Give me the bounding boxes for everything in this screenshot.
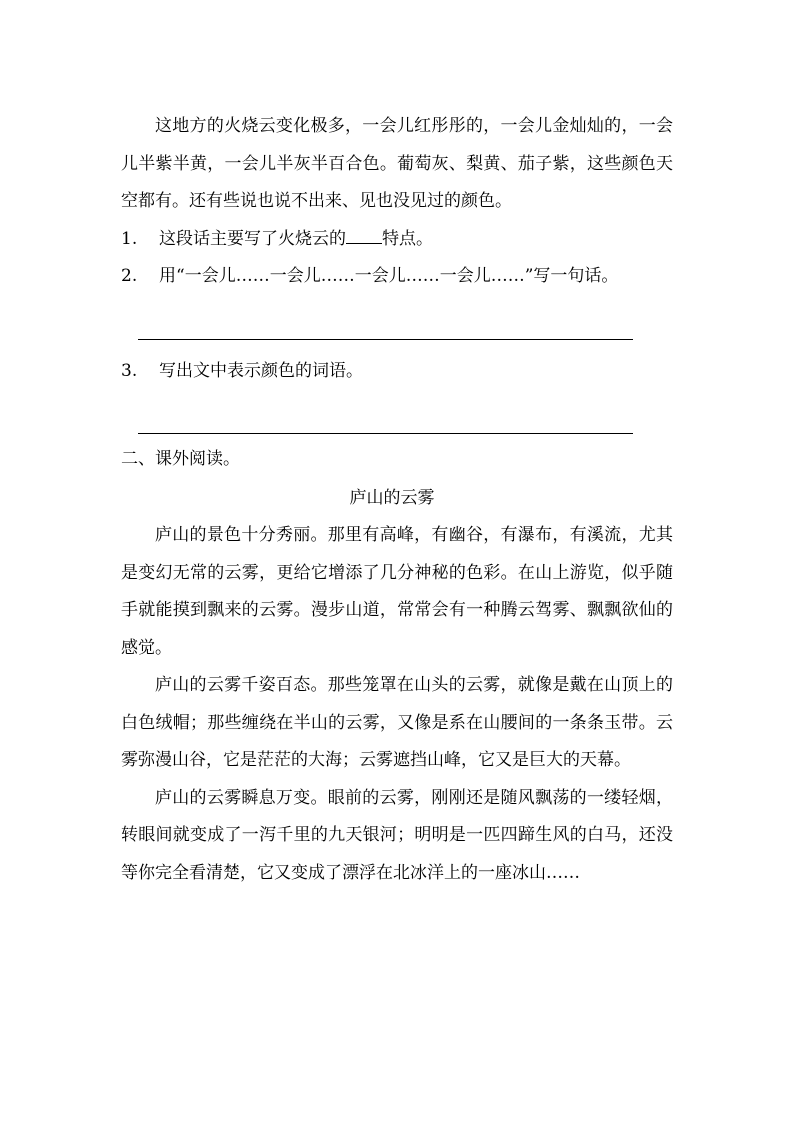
question-number: 1. — [121, 228, 138, 249]
answer-line[interactable] — [138, 433, 633, 434]
question-text: 用“一会儿……一会儿……一会儿……一会儿……”写一句话。 — [159, 266, 619, 286]
question-number: 2. — [121, 266, 138, 286]
question-text-before: 这段话主要写了火烧云的 — [159, 228, 346, 249]
question-number: 3. — [121, 360, 138, 381]
answer-space — [121, 390, 673, 433]
question-2 — [121, 258, 673, 296]
question-1 — [121, 221, 673, 259]
article-paragraph: 庐山的云雾瞬息万变。眼前的云雾，刚刚还是随风飘荡的一缕轻烟，转眼间就变成了一泻千里的九天银河；明明是一匹四蹄生风的白马，还没等你完全看清楚，它又变成了漂浮在北冰洋上的一座冰山…… — [121, 787, 673, 883]
question-3 — [121, 353, 673, 391]
reading-passage-1: 这地方的火烧云变化极多，一会儿红彤彤的，一会儿金灿灿的，一会儿半紫半黄，一会儿半灰半百合色。葡萄灰、梨黄、茄子紫，这些颜色天空都有。还有些说也说不出来、见也没见过的颜色。 — [121, 116, 673, 211]
fill-blank[interactable] — [346, 223, 382, 244]
answer-line[interactable] — [138, 339, 633, 340]
question-text: 写出文中表示颜色的词语。 — [159, 360, 363, 381]
question-text — [159, 221, 433, 259]
article-paragraph: 庐山的景色十分秀丽。那里有高峰，有幽谷，有瀑布，有溪流，尤其是变幻无常的云雾，更给它增添了几分神秘的色彩。在山上游览，似乎随手就能摸到飘来的云雾。漫步山道，常常会有一种腾云驾雾、飘飘欲仙的感觉。 — [121, 525, 673, 658]
article-title: 庐山的云雾 — [349, 487, 435, 508]
section-heading: 二、课外阅读。 — [121, 449, 240, 469]
worksheet-page — [121, 108, 673, 892]
article-paragraph: 庐山的云雾千姿百态。那些笼罩在山头的云雾，就像是戴在山顶上的白色绒帽；那些缠绕在半山的云雾，又像是系在山腰间的一条条玉带。云雾弥漫山谷，它是茫茫的大海；云雾遮挡山峰，它又是巨大的天幕。 — [121, 675, 673, 770]
question-text-after: 特点。 — [382, 228, 433, 249]
answer-space — [121, 296, 673, 339]
